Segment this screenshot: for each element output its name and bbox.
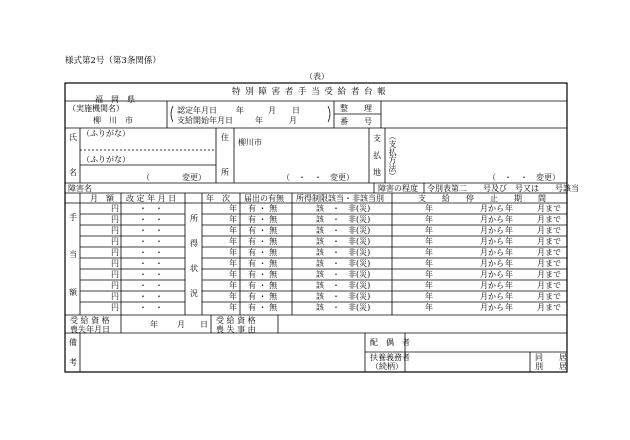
- col-stop: 支 給 停 止 期 間: [418, 194, 546, 203]
- row-2-stop-year1: 年: [425, 226, 433, 235]
- row-0-stop-from: 月から: [480, 204, 504, 213]
- col-report: 届出の有無: [244, 194, 284, 203]
- row-7-limit: 該 ・ 非(災): [316, 281, 371, 290]
- name-label-2: 名: [69, 168, 77, 177]
- row-1-date: ・ ・: [139, 215, 163, 224]
- row-5-report: 有 ・ 無: [248, 259, 278, 268]
- row-0-report: 有 ・ 無: [248, 204, 278, 213]
- row-2-report: 有 ・ 無: [248, 226, 278, 235]
- page-title: 特 別 障 害 者 手 当 受 給 者 台 帳: [232, 87, 387, 97]
- row-5-stop-from: 月から: [480, 259, 504, 268]
- address-value: 柳川市: [238, 138, 262, 147]
- row-2-stop-from: 月から: [480, 226, 504, 235]
- row-1-yen: 円: [111, 215, 119, 224]
- furigana-2: （ふりがな）: [82, 155, 130, 164]
- row-4-year: 年: [229, 248, 237, 257]
- row-9-date: ・ ・: [139, 303, 163, 312]
- payment-start-label: 支給開始年月日: [177, 116, 233, 125]
- row-2-year: 年: [229, 226, 237, 235]
- row-5-stop-year1: 年: [425, 259, 433, 268]
- side-jo: 状: [190, 264, 198, 273]
- row-0-limit: 該 ・ 非(災): [316, 204, 371, 213]
- row-8-date: ・ ・: [139, 292, 163, 301]
- row-8-stop-to: 月まで: [537, 292, 561, 301]
- row-5-date: ・ ・: [139, 259, 163, 268]
- pay-method: （支払方法）: [388, 132, 397, 180]
- row-3-stop-to: 月まで: [537, 237, 561, 246]
- cert-date-label: 認定年月日: [177, 106, 217, 115]
- row-6-year: 年: [229, 270, 237, 279]
- loss-year: 年: [150, 320, 158, 329]
- form-number: 様式第2号（第3条関係）: [65, 56, 161, 66]
- bango-label: 番 号: [340, 117, 372, 126]
- pay-start-year: 年: [255, 116, 263, 125]
- row-8-stop-year2: 年: [505, 292, 513, 301]
- row-4-report: 有 ・ 無: [248, 248, 278, 257]
- row-8-limit: 該 ・ 非(災): [316, 292, 371, 301]
- side-gaku: 額: [69, 288, 77, 297]
- row-6-limit: 該 ・ 非(災): [316, 270, 371, 279]
- row-2-stop-year2: 年: [505, 226, 513, 235]
- row-4-yen: 円: [111, 248, 119, 257]
- side-to: 当: [69, 250, 77, 259]
- row-2-stop-to: 月まで: [537, 226, 561, 235]
- agency-label: （実施機関名）: [68, 104, 124, 113]
- row-7-stop-to: 月まで: [537, 281, 561, 290]
- row-0-date: ・ ・: [139, 204, 163, 213]
- supporter-label-1: 扶養義務者: [370, 353, 410, 362]
- cert-year: 年: [236, 106, 244, 115]
- row-4-stop-to: 月まで: [537, 248, 561, 257]
- row-3-date: ・ ・: [139, 237, 163, 246]
- separate-label: 別 居: [535, 362, 567, 371]
- row-6-stop-from: 月から: [480, 270, 504, 279]
- row-5-yen: 円: [111, 259, 119, 268]
- row-1-stop-from: 月から: [480, 215, 504, 224]
- furigana-1: （ふりがな）: [82, 129, 130, 138]
- row-7-stop-from: 月から: [480, 281, 504, 290]
- row-5-limit: 該 ・ 非(災): [316, 259, 371, 268]
- row-8-stop-year1: 年: [425, 292, 433, 301]
- qual-loss-label-1: 受 給 資 格: [70, 316, 110, 325]
- spouse-label: 配 偶 者: [370, 338, 410, 347]
- row-8-report: 有 ・ 無: [248, 292, 278, 301]
- row-9-stop-year1: 年: [425, 303, 433, 312]
- row-1-year: 年: [229, 215, 237, 224]
- agency-name: 柳 川 市: [93, 116, 133, 125]
- pay-place-1: 支: [373, 134, 381, 143]
- row-9-stop-to: 月まで: [537, 303, 561, 312]
- col-year: 年 次: [206, 194, 230, 203]
- row-1-limit: 該 ・ 非(災): [316, 215, 371, 224]
- row-1-stop-year1: 年: [425, 215, 433, 224]
- row-2-date: ・ ・: [139, 226, 163, 235]
- row-3-yen: 円: [111, 237, 119, 246]
- row-9-yen: 円: [111, 303, 119, 312]
- cohabit-label: 同 居: [535, 353, 567, 362]
- row-1-stop-to: 月まで: [537, 215, 561, 224]
- row-0-stop-year1: 年: [425, 204, 433, 213]
- cert-month: 月: [268, 106, 276, 115]
- loss-day: 日: [200, 320, 208, 329]
- row-5-year: 年: [229, 259, 237, 268]
- row-7-date: ・ ・: [139, 281, 163, 290]
- row-8-year: 年: [229, 292, 237, 301]
- row-5-stop-year2: 年: [505, 259, 513, 268]
- row-2-yen: 円: [111, 226, 119, 235]
- address-label-1: 住: [221, 133, 229, 142]
- name-change: （ 変更）: [142, 173, 206, 182]
- row-9-limit: 該 ・ 非(災): [316, 303, 371, 312]
- col-limit: 所得制限該当・非該当別: [296, 194, 384, 203]
- side-sho: 所: [190, 214, 198, 223]
- row-0-year: 年: [229, 204, 237, 213]
- pay-place-2: 払: [373, 151, 381, 160]
- row-0-yen: 円: [111, 204, 119, 213]
- side-te: 手: [69, 213, 77, 222]
- remarks-1: 備: [69, 338, 77, 347]
- row-6-yen: 円: [111, 270, 119, 279]
- row-8-stop-from: 月から: [480, 292, 504, 301]
- cert-day: 日: [292, 106, 300, 115]
- row-5-stop-to: 月まで: [537, 259, 561, 268]
- row-4-stop-year1: 年: [425, 248, 433, 257]
- row-1-stop-year2: 年: [505, 215, 513, 224]
- remarks-2: 考: [69, 358, 77, 367]
- row-4-limit: 該 ・ 非(災): [316, 248, 371, 257]
- sheet-label: （表）: [305, 72, 329, 81]
- kanri-label: 整 理: [340, 104, 372, 113]
- name-label-1: 氏: [69, 133, 77, 142]
- table-ref: 令別表第二 号及び 号又は 号該当: [427, 184, 579, 193]
- row-3-year: 年: [229, 237, 237, 246]
- supporter-label-2: （続柄）: [371, 362, 403, 371]
- prefecture: 福 岡 県: [95, 95, 135, 104]
- row-6-stop-to: 月まで: [537, 270, 561, 279]
- disability-degree: 障害の程度: [378, 184, 418, 193]
- row-1-report: 有 ・ 無: [248, 215, 278, 224]
- row-4-stop-from: 月から: [480, 248, 504, 257]
- disability-name: 障害名: [68, 184, 92, 193]
- row-7-yen: 円: [111, 281, 119, 290]
- row-3-report: 有 ・ 無: [248, 237, 278, 246]
- row-9-stop-year2: 年: [505, 303, 513, 312]
- row-0-stop-to: 月まで: [537, 204, 561, 213]
- qual-loss-reason-1: 受 給 資 格: [216, 316, 256, 325]
- row-7-report: 有 ・ 無: [248, 281, 278, 290]
- row-6-date: ・ ・: [139, 270, 163, 279]
- row-4-stop-year2: 年: [505, 248, 513, 257]
- row-3-stop-year2: 年: [505, 237, 513, 246]
- row-4-date: ・ ・: [139, 248, 163, 257]
- row-7-stop-year2: 年: [505, 281, 513, 290]
- pay-change: （ ・ ・ 変更）: [488, 173, 560, 182]
- row-2-limit: 該 ・ 非(災): [316, 226, 371, 235]
- row-7-year: 年: [229, 281, 237, 290]
- side-toku: 得: [190, 239, 198, 248]
- address-label-2: 所: [221, 168, 229, 177]
- row-6-report: 有 ・ 無: [248, 270, 278, 279]
- row-9-stop-from: 月から: [480, 303, 504, 312]
- qual-loss-label-2: 喪失年月日: [70, 325, 110, 334]
- row-9-year: 年: [229, 303, 237, 312]
- pay-place-3: 地: [373, 168, 381, 177]
- row-3-limit: 該 ・ 非(災): [316, 237, 371, 246]
- qual-loss-reason-2: 喪 失 事 由: [216, 325, 256, 334]
- col-month: 月 額: [90, 194, 114, 203]
- side-kyo: 況: [190, 289, 198, 298]
- loss-month: 月: [177, 320, 185, 329]
- pay-start-month: 月: [289, 116, 297, 125]
- col-revision: 改 定 年 月 日: [126, 194, 177, 203]
- row-7-stop-year1: 年: [425, 281, 433, 290]
- row-0-stop-year2: 年: [505, 204, 513, 213]
- address-change: （ ・ ・ 変更）: [282, 173, 354, 182]
- row-6-stop-year1: 年: [425, 270, 433, 279]
- row-6-stop-year2: 年: [505, 270, 513, 279]
- row-3-stop-from: 月から: [480, 237, 504, 246]
- row-8-yen: 円: [111, 292, 119, 301]
- row-3-stop-year1: 年: [425, 237, 433, 246]
- row-9-report: 有 ・ 無: [248, 303, 278, 312]
